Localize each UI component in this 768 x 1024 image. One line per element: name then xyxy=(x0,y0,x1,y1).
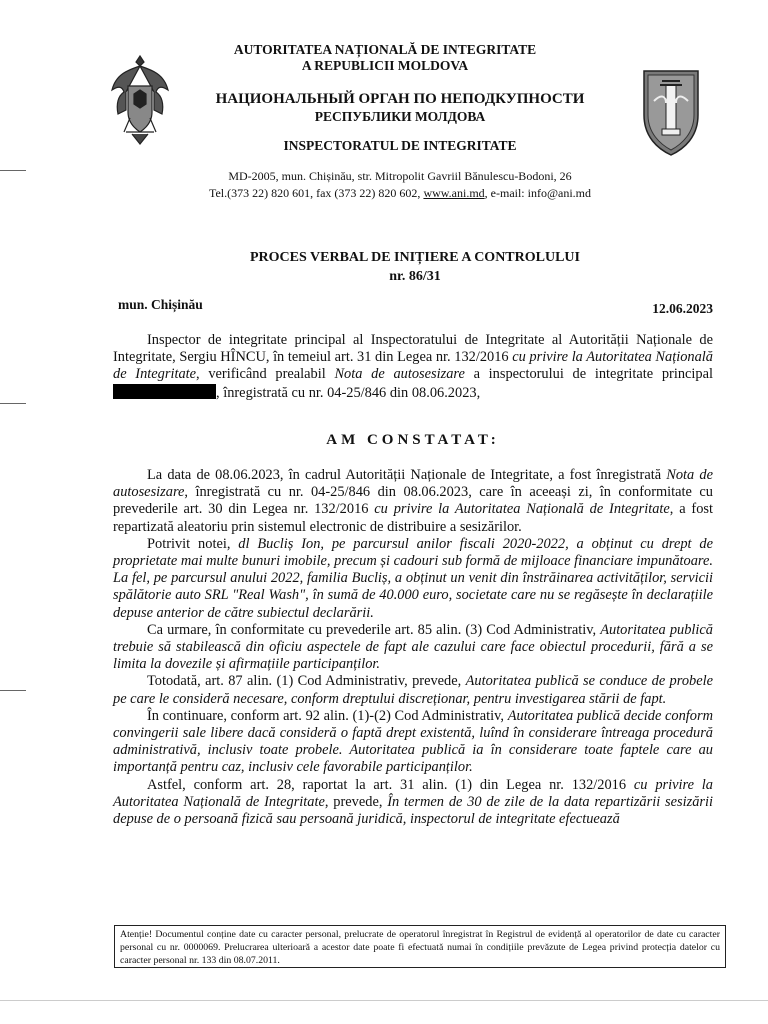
text-run: Astfel, conform art. 28, raportat la art. 31 alin. (1) din Legea nr. 132/2016 xyxy=(147,776,634,793)
intro-part: Inspector de integritate principal al Inspectoratului de Integritate al Autorității Naționale de Integritate, Sergiu HÎNCU, în temeiul art. 31 din Legea nr. 132/2016 xyxy=(113,332,713,366)
text-run: cu privire la Autoritatea Națională de Integritate xyxy=(113,776,713,810)
document-place: mun. Chișinău xyxy=(118,297,203,312)
intro-part: a inspectorului de integritate principal xyxy=(464,366,714,383)
email-text: , e-mail: info@ani.md xyxy=(484,186,592,200)
authority-title-ru: НАЦИОНАЛЬНЫЙ ОРГАН ПО НЕПОДКУПНОСТИ xyxy=(215,91,585,107)
document-date: 12.06.2023 xyxy=(652,301,713,316)
page-edge xyxy=(0,1000,768,1001)
text-run: Autoritatea publică trebuie să stabilească din oficiu aspectele de fapt ale cazului care face obiectul procedurii, fără a se limita la dovezile și afirmațiile participanților. xyxy=(113,621,713,673)
text-run: Totodată, art. 87 alin. (1) Cod Administrativ, prevede, xyxy=(147,673,466,690)
contact-line xyxy=(180,185,620,202)
scan-mark xyxy=(0,690,26,691)
phone-fax: Tel.(373 22) 820 601, fax (373 22) 820 602, xyxy=(208,186,424,200)
text-run: În termen de 30 de zile de la data repartizării sesizării depuse de o persoană fizică sau persoană juridică, inspectorul de integritate efectuează xyxy=(113,793,713,828)
text-run: În continuare, conform art. 92 alin. (1)-(2) Cod Administrativ, xyxy=(147,707,508,724)
paragraph xyxy=(113,777,713,829)
intro-text xyxy=(113,332,713,402)
authority-title: AUTORITATEA NAȚIONALĂ DE INTEGRITATE xyxy=(233,42,537,57)
authority-name-ro xyxy=(200,42,570,74)
ani-shield-emblem xyxy=(640,67,702,159)
text-run: , prevede, xyxy=(324,793,388,810)
paragraph xyxy=(113,467,713,536)
authority-name-ru xyxy=(200,91,600,125)
body-text xyxy=(113,467,713,828)
moldova-coat-of-arms-emblem xyxy=(108,52,172,150)
document-title xyxy=(190,248,640,286)
scan-mark xyxy=(0,170,26,171)
paragraph xyxy=(113,622,713,674)
scan-mark xyxy=(0,403,26,404)
text-run: cu privire la Autoritatea Națională de Integritate xyxy=(374,501,670,518)
document-number: nr. 86/31 xyxy=(389,269,441,284)
text-run: , a fost repartizată aleatoriu prin sistemul electronic de distribuire a sesizărilor. xyxy=(113,501,713,535)
intro-paragraph xyxy=(113,332,713,402)
intro-part: , verificând prealabil xyxy=(196,366,335,383)
authority-country-ru: РЕСПУБЛИКИ МОЛДОВА xyxy=(314,109,486,124)
redacted-name xyxy=(113,384,216,399)
section-heading: AM CONSTATAT: xyxy=(326,432,500,448)
title-text: PROCES VERBAL DE INIȚIERE A CONTROLULUI xyxy=(250,250,580,265)
text-run: , înregistrată cu nr. 04-25/846 din 08.06.2023, care în aceeași zi, în conformitate cu prevederile art. 30 din Legea nr. 132/2016 xyxy=(113,484,713,518)
website-link[interactable]: www.ani.md xyxy=(423,186,485,200)
paragraph xyxy=(113,536,713,622)
law-title: cu privire la Autoritatea Națională de Integritate xyxy=(113,349,713,383)
text-run: Ca urmare, în conformitate cu prevederile art. 85 alin. (3) Cod Administrativ, xyxy=(147,621,601,638)
intro-part: , înregistrată cu nr. 04-25/846 din 08.06.2023, xyxy=(216,384,481,401)
paragraph xyxy=(113,673,713,707)
data-protection-notice: Atenție! Documentul conține date cu caracter personal, prelucrate de operatorul înregistrat în Registrul de evidență al operatorilor de date cu caracter personal cu nr. 0000069. Prelucrarea ulterioară a acestor date poate fi efectuată numai în condițiile prevăzute de Legea privind protecția datelor cu caracter personal nr. 133 din 08.07.2011. xyxy=(114,925,726,968)
text-run: Nota de autosesizare xyxy=(113,467,713,501)
inspectorate-name: INSPECTORATUL DE INTEGRITATE xyxy=(283,138,517,153)
contact-block xyxy=(180,168,620,202)
text-run: Potrivit notei, xyxy=(147,535,239,552)
postal-address: MD-2005, mun. Chișinău, str. Mitropolit Gavriil Bănulescu-Bodoni, 26 xyxy=(228,169,572,183)
note-title: Nota de autosesizare xyxy=(334,366,465,383)
authority-country: A REPUBLICII MOLDOVA xyxy=(301,58,469,73)
paragraph xyxy=(113,708,713,777)
text-run: dl Bucliș Ion, pe parcursul anilor fiscali 2020-2022, a obținut cu drept de proprietate mai multe bunuri imobile, precum și cadouri sub formă de mijloace financiare impunătoare. La fel, pe parcursul anului 2022, familia Bucliș, a obținut un venit din înstrăinarea activităților, servicii spălătorie auto SRL "Real Wash", în sumă de 40.000 euro, societate care nu se regăsește în declarațiile depuse anterior de către subiectul declarării. xyxy=(113,535,713,621)
text-run: Autoritatea publică se conduce de probele pe care le consideră necesare, conform dreptului discreționar, pentru investigarea stării de fapt. xyxy=(113,673,713,707)
text-run: La data de 08.06.2023, în cadrul Autorității Naționale de Integritate, a fost înregistrată xyxy=(147,467,667,483)
text-run: Autoritatea publică decide conform convingerii sale libere dacă consideră o faptă drept existentă, luînd în considerare întreaga procedură administrativă, inclusiv toate probele. Autoritatea publică ia în considerare toate faptele care au importanță pentru caz, inclusiv cele favorabile participanților. xyxy=(113,707,713,776)
